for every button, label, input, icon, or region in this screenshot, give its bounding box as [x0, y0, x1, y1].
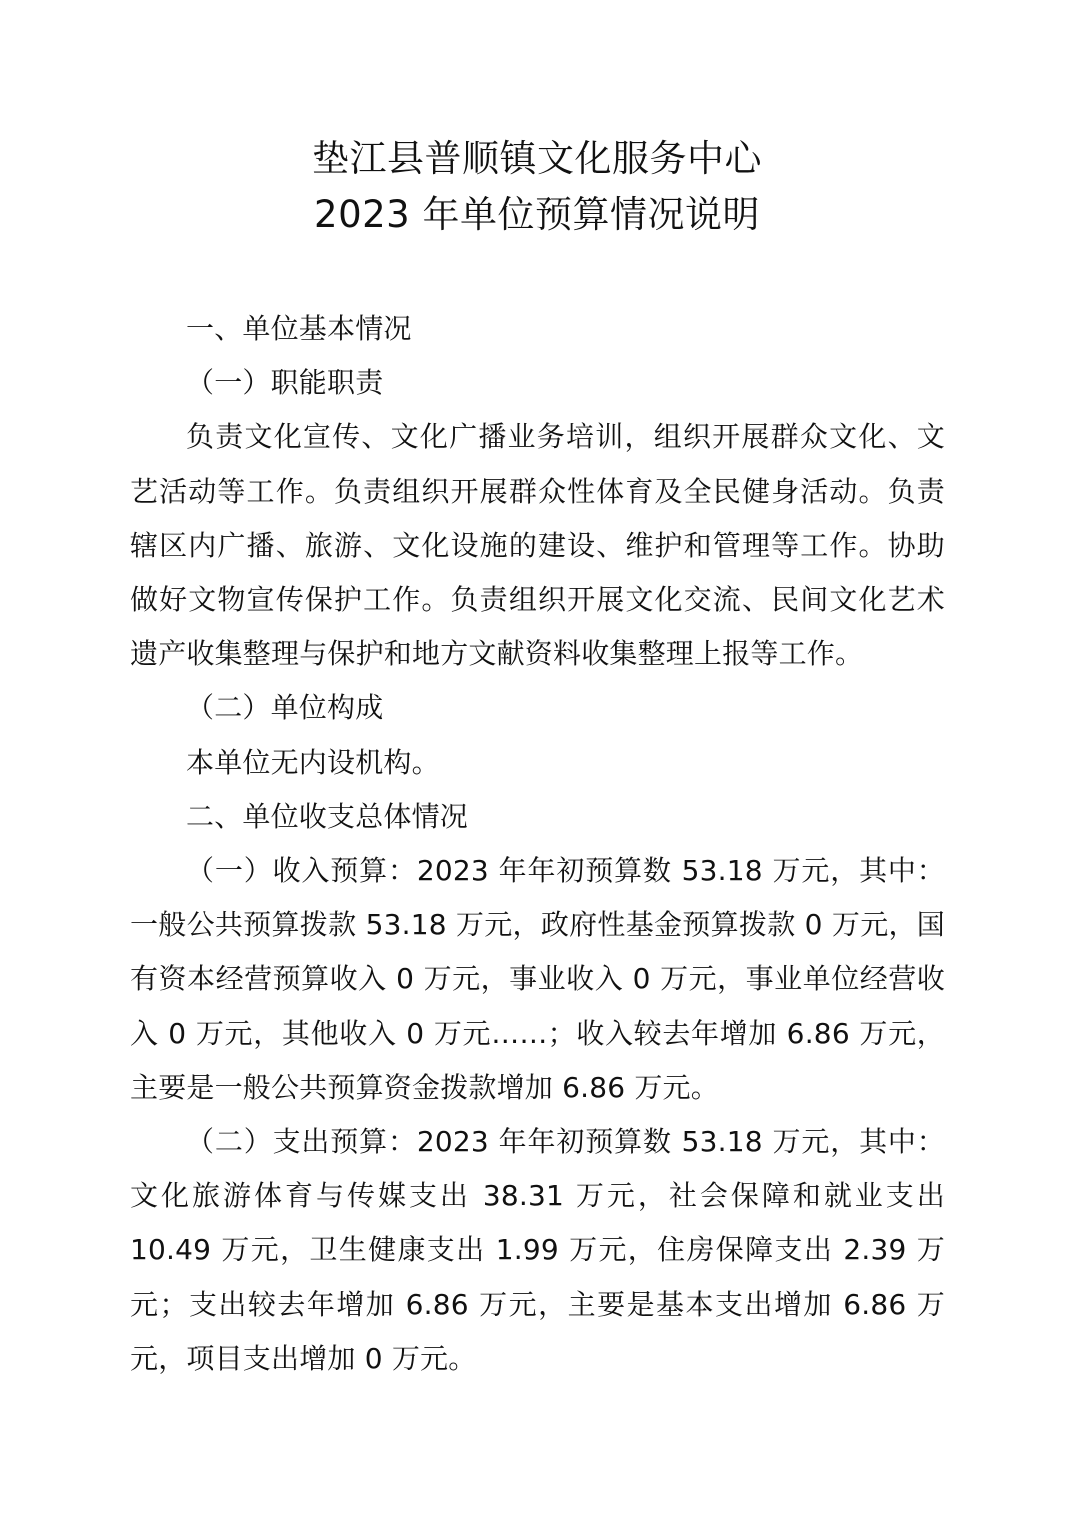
- structure-paragraph: 本单位无内设机构。: [186, 745, 440, 779]
- section-heading-basic-info: 一、单位基本情况: [186, 312, 412, 345]
- section-heading-budget-overview: 二、单位收支总体情况: [186, 799, 469, 833]
- income-budget-paragraph: （一）收入预算：2023 年年初预算数 53.18 万元，其中：一般公共预算拨款 53.18 万元，政府性基金预算拨款 0 万元，国有资本经营预算收入 0 万元，事业收入 0 万元，事业单位经营收入 0 万元，其他收入 0 万元……；收入较去年增加 6.86 万元，主要是一般公共预算资金拨款增加 6.86 万元。: [130, 854, 945, 1104]
- duties-paragraph: 负责文化宣传、文化广播业务培训，组织开展群众文化、文艺活动等工作。负责组织开展群众性体育及全民健身活动。负责辖区内广播、旅游、文化设施的建设、维护和管理等工作。协助做好文物宣传保护工作。负责组织开展文化交流、民间文化艺术遗产收集整理与保护和地方文献资料收集整理上报等工作。: [130, 420, 945, 671]
- subsection-heading-duties: （一）职能职责: [186, 366, 384, 400]
- document-body: [130, 302, 945, 1386]
- subsection-heading-structure: （二）单位构成: [186, 691, 384, 725]
- document-title-line-2: 2023 年单位预算情况说明: [314, 193, 760, 236]
- document-title-line-1: 垫江县普顺镇文化服务中心: [312, 137, 762, 180]
- expenditure-budget-paragraph: （二）支出预算：2023 年年初预算数 53.18 万元，其中：文化旅游体育与传媒支出 38.31 万元，社会保障和就业支出 10.49 万元，卫生健康支出 1.99 万元，住房保障支出 2.39 万元；支出较去年增加 6.86 万元，主要是基本支出增加 6.86 万元，项目支出增加 0 万元。: [130, 1125, 945, 1375]
